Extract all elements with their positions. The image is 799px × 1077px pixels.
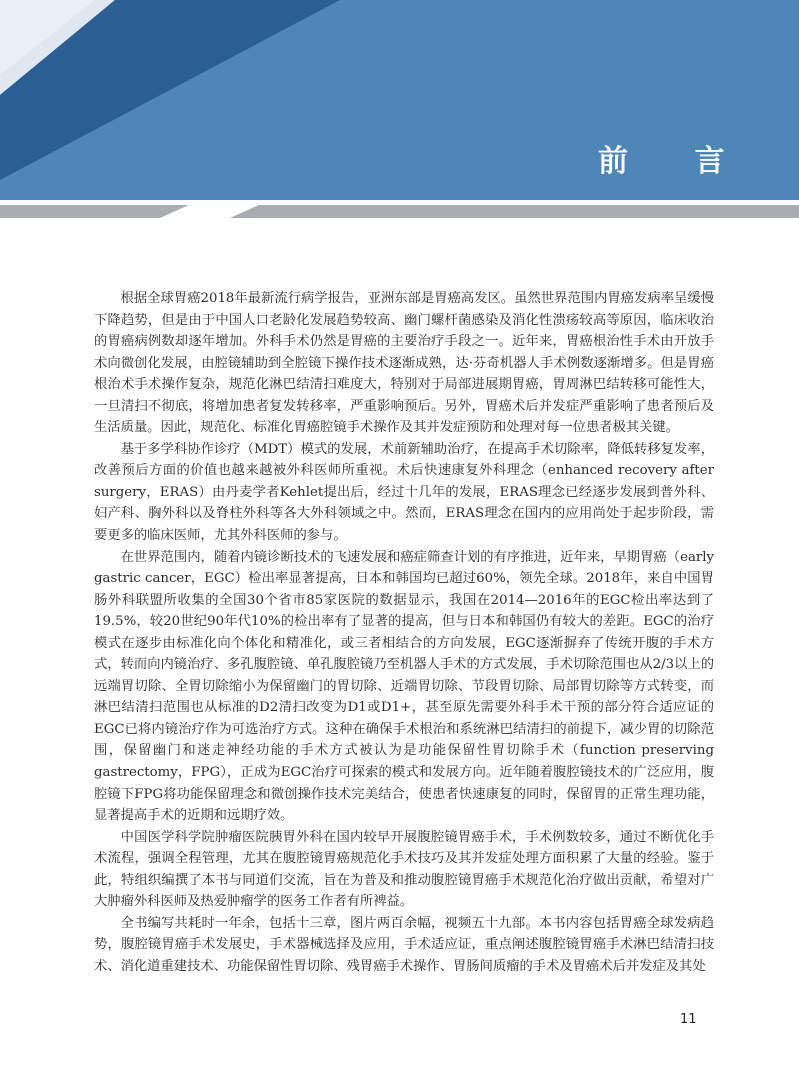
header-gray-band bbox=[0, 205, 799, 218]
paragraph: 基于多学科协作诊疗（MDT）模式的发展，术前新辅助治疗，在提高手术切除率，降低转移复发率，改善预后方面的价值也越来越被外科医师所重视。术后快速康复外科理念（enhanced recovery after surgery，ERAS）由丹麦学者Kehlet提出后，经过十几年的发展，ERAS理念已经逐步发展到普外科、妇产科、胸外科以及脊柱外科等各大外科领域之中。然而，ERAS理念在国内的应用尚处于起步阶段，需要更多的临床医师，尤其外科医师的参与。 bbox=[94, 441, 714, 544]
page-number: 11 bbox=[680, 1012, 697, 1027]
paragraph: 在世界范围内，随着内镜诊断技术的飞速发展和癌症筛查计划的有序推进，近年来，早期胃癌（early gastric cancer，EGC）检出率显著提高，日本和韩国均已超过60%，领先全球。2018年，来自中国胃肠外科联盟所收集的全国30个省市85家医院的数据显示，我国在2014—2016年的EGC检出率达到了19.5%，较20世纪90年代10%的检出率有了显著的提高，但与日本和韩国仍有较大的差距。EGC的治疗模式在逐步由标准化向个体化和精准化，或三者相结合的方向发展，EGC逐渐摒弃了传统开腹的手术方式，转而向内镜治疗、多孔腹腔镜、单孔腹腔镜乃至机器人手术的方式发展，手术切除范围也从2/3以上的远端胃切除、全胃切除缩小为保留幽门的胃切除、近端胃切除、节段胃切除、局部胃切除等方式转变，而淋巴结清扫范围也从标准的D2清扫改变为D1或D1+，甚至原先需要外科手术干预的部分符合适应证的EGC已将内镜治疗作为可选治疗方式。这种在确保手术根治和系统淋巴结清扫的前提下，减少胃的切除范围，保留幽门和迷走神经功能的手术方式被认为是功能保留性胃切除手术（function preserving gastrectomy，FPG），正成为EGC治疗可探索的模式和发展方向。近年随着腹腔镜技术的广泛应用，腹腔镜下FPG将功能保留理念和微创操作技术完美结合，使患者快速康复的同时，保留胃的正常生理功能，显著提高手术的近期和远期疗效。 bbox=[94, 549, 714, 824]
paragraph: 根据全球胃癌2018年最新流行病学报告，亚洲东部是胃癌高发区。虽然世界范围内胃癌发病率呈缓慢下降趋势，但是由于中国人口老龄化发展趋势较高、幽门螺杆菌感染及消化性溃疡较高等原因，临床收治的胃癌病例数却逐年增加。外科手术仍然是胃癌的主要治疗手段之一。近年来，胃癌根治性手术由开放手术向微创化发展，由腔镜辅助到全腔镜下操作技术逐渐成熟，达·芬奇机器人手术例数逐渐增多。但是胃癌根治术手术操作复杂，规范化淋巴结清扫难度大，特别对于局部进展期胃癌，胃周淋巴结转移可能性大，一旦清扫不彻底，将增加患者复发转移率，严重影响预后。另外，胃癌术后并发症严重影响了患者预后及生活质量。因此，规范化、标准化胃癌腔镜手术操作及其并发症预防和处理对每一位患者极其关键。 bbox=[94, 291, 714, 436]
preface-body bbox=[94, 288, 714, 978]
paragraph: 中国医学科学院肿瘤医院胰胃外科在国内较早开展腹腔镜胃癌手术，手术例数较多，通过不断优化手术流程，强调全程管理，尤其在腹腔镜胃癌规范化手术技巧及其并发症处理方面积累了大量的经验。鉴于此，特组织编撰了本书与同道们交流，旨在为普及和推动腹腔镜胃癌手术规范化治疗做出贡献，希望对广大肿瘤外科医师及热爱肿瘤学的医务工作者有所裨益。 bbox=[94, 829, 714, 910]
paragraph: 全书编写共耗时一年余，包括十三章，图片两百余幅，视频五十九部。本书内容包括胃癌全球发病趋势，腹腔镜胃癌手术发展史，手术器械选择及应用，手术适应证，重点阐述腹腔镜胃癌手术淋巴结清扫技术、消化道重建技术、功能保留性胃切除、残胃癌手术操作、胃肠间质瘤的手术及胃癌术后并发症及其处 bbox=[94, 915, 714, 974]
page-title: 前 言 bbox=[598, 144, 753, 179]
header-decoration bbox=[0, 0, 799, 230]
header-banner bbox=[0, 0, 799, 230]
